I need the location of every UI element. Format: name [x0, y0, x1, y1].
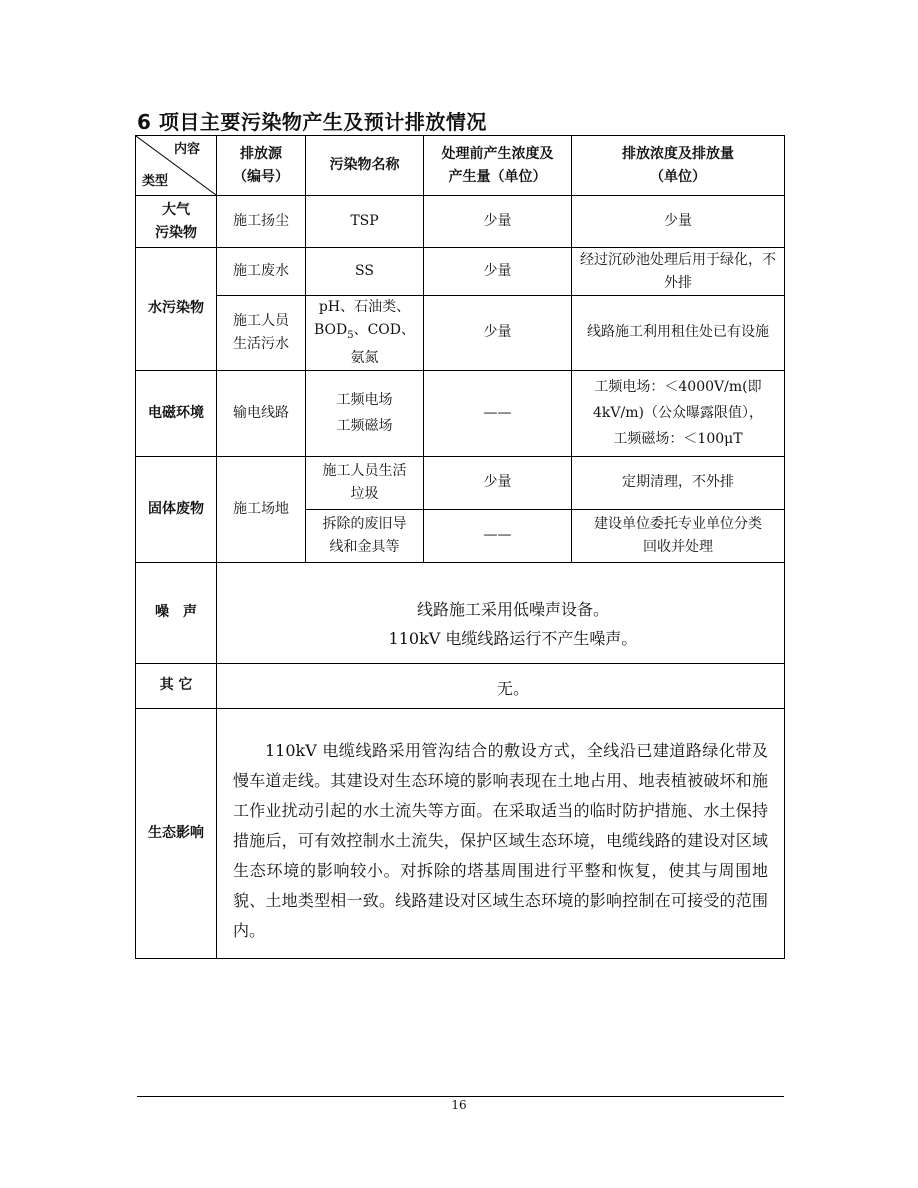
header-pollutant-text: 污染物名称	[329, 157, 400, 173]
header-pollutant	[306, 136, 424, 196]
pollutant-table	[135, 135, 785, 959]
type-water: 水污染物	[136, 248, 217, 371]
water2-pollutant-b: BOD	[313, 322, 348, 338]
water2-source-text: 施工人员 生活污水	[233, 312, 289, 352]
noise-line-1: 线路施工采用低噪声设备。	[416, 599, 609, 619]
em-source: 输电线路	[217, 370, 306, 456]
header-type-label: 类型	[142, 174, 169, 189]
solid2-before: ——	[424, 509, 572, 562]
em-after	[572, 370, 785, 456]
water2-pollutant-c: 、COD、	[353, 322, 416, 338]
water2-after: 线路施工利用租住处已有设施	[572, 296, 785, 371]
em-after-text: 工频电场：＜4000V/m(即 4kV/m)（公众曝露限值）， 工频磁场：＜100μT	[593, 379, 763, 448]
eco-text: 110kV 电缆线路采用管沟结合的敷设方式，全线沿已建道路绿化带及慢车道走线。其建设对生态环境的影响表现在土地占用、地表植被破坏和施工作业扰动引起的水土流失等方面。在采取适当的临时防护措施、水土保持措施后，可有效控制水土流失，保护区域生态环境，电缆线路的建设对区域生态环境的影响较小。对拆除的塔基周围进行平整和恢复，使其与周围地貌、土地类型相一致。线路建设对区域生态环境的影响控制在可接受的范围内。	[233, 741, 768, 941]
water1-source: 施工废水	[217, 248, 306, 296]
header-diagonal-cell	[136, 136, 217, 196]
type-other: 其 它	[136, 663, 217, 708]
water2-source	[217, 296, 306, 371]
air-before: 少量	[424, 196, 572, 248]
row-other	[136, 663, 785, 708]
em-before: ——	[424, 370, 572, 456]
em-pollutant	[306, 370, 424, 456]
type-em: 电磁环境	[136, 370, 217, 456]
header-after	[572, 136, 785, 196]
other-text: 无。	[496, 679, 529, 699]
water2-pollutant-d: 氨氮	[350, 349, 379, 366]
solid-source: 施工场地	[217, 456, 306, 562]
water1-pollutant: SS	[306, 248, 424, 296]
water2-pollutant	[306, 296, 424, 371]
type-solid: 固体废物	[136, 456, 217, 562]
solid2-after	[572, 509, 785, 562]
header-source-text: 排放源 （编号）	[233, 145, 289, 185]
row-em	[136, 370, 785, 456]
type-air	[136, 196, 217, 248]
type-air-text: 大气 污染物	[155, 201, 197, 241]
air-after: 少量	[572, 196, 785, 248]
solid1-pollutant-text: 施工人员生活 垃圾	[322, 462, 407, 502]
solid1-after: 定期清理，不外排	[572, 456, 785, 509]
water1-before: 少量	[424, 248, 572, 296]
solid1-before: 少量	[424, 456, 572, 509]
solid2-pollutant-text: 拆除的废旧导 线和金具等	[322, 515, 407, 555]
row-solid-1	[136, 456, 785, 509]
solid2-pollutant	[306, 509, 424, 562]
air-source: 施工扬尘	[217, 196, 306, 248]
water2-before: 少量	[424, 296, 572, 371]
row-noise	[136, 562, 785, 663]
eco-content	[217, 708, 785, 958]
water1-after: 经过沉砂池处理后用于绿化，不外排	[572, 248, 785, 296]
other-content	[217, 663, 785, 708]
water2-pollutant-sub: 5	[347, 329, 354, 341]
noise-content	[217, 562, 785, 663]
header-row	[136, 136, 785, 196]
row-air	[136, 196, 785, 248]
page-number: 16	[451, 1098, 467, 1112]
solid1-pollutant	[306, 456, 424, 509]
header-before	[424, 136, 572, 196]
section-title: 6 项目主要污染物产生及预计排放情况	[137, 110, 487, 134]
header-after-text: 排放浓度及排放量 （单位）	[622, 145, 734, 185]
water2-pollutant-a: pH、石油类、	[318, 299, 411, 315]
header-source	[217, 136, 306, 196]
type-eco: 生态影响	[136, 708, 217, 958]
air-pollutant: TSP	[306, 196, 424, 248]
row-eco	[136, 708, 785, 958]
noise-line-2: 110kV 电缆线路运行不产生噪声。	[388, 628, 638, 648]
row-water-1	[136, 248, 785, 296]
type-noise: 噪 声	[136, 562, 217, 663]
header-before-text: 处理前产生浓度及 产生量（单位）	[441, 145, 554, 185]
solid2-after-text: 建设单位委托专业单位分类 回收并处理	[594, 515, 762, 555]
row-water-2	[136, 296, 785, 371]
footer-rule	[137, 1096, 784, 1097]
em-pollutant-text: 工频电场 工频磁场	[336, 392, 393, 435]
header-content-label: 内容	[173, 142, 200, 157]
